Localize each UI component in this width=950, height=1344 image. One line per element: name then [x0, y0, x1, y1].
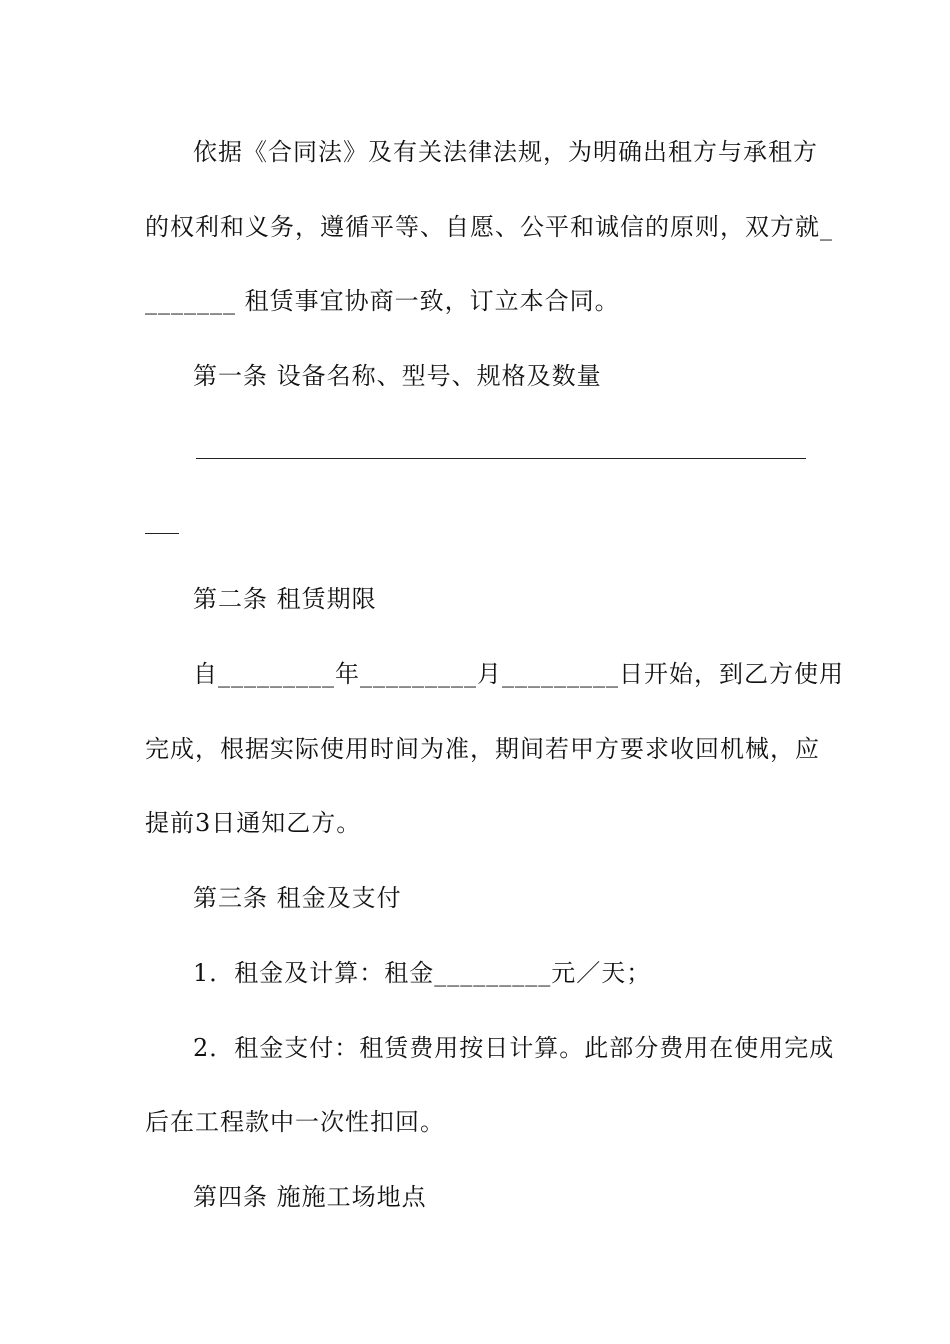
- intro-paragraph-line-2: 的权利和义务，遵循平等、自愿、公平和诚信的原则，双方就_: [145, 213, 833, 241]
- article-2-heading: 第二条 租赁期限: [193, 585, 377, 613]
- article-1-fill-line-continuation: [145, 533, 179, 534]
- article-3-item-2-line-2: 后在工程款中一次性扣回。: [145, 1108, 445, 1136]
- article-2-line-2: 完成，根据实际使用时间为准，期间若甲方要求收回机械，应: [145, 735, 820, 763]
- article-3-item-1: 1．租金及计算：租金_________元／天；: [193, 959, 652, 987]
- article-4-heading: 第四条 施施工场地点: [193, 1183, 427, 1211]
- article-3-item-2-line-1: 2．租金支付：租赁费用按日计算。此部分费用在使用完成: [193, 1034, 835, 1062]
- article-2-line-1: 自_________年_________月_________日开始，到乙方使用: [193, 660, 844, 688]
- intro-paragraph-line-1: 依据《合同法》及有关法律法规，为明确出租方与承租方: [193, 138, 818, 166]
- intro-paragraph-line-3: _______ 租赁事宜协商一致，订立本合同。: [145, 287, 620, 315]
- article-1-fill-line: [196, 458, 806, 459]
- article-2-line-3: 提前3日通知乙方。: [145, 809, 362, 837]
- article-1-heading: 第一条 设备名称、型号、规格及数量: [193, 362, 602, 390]
- article-3-heading: 第三条 租金及支付: [193, 884, 402, 912]
